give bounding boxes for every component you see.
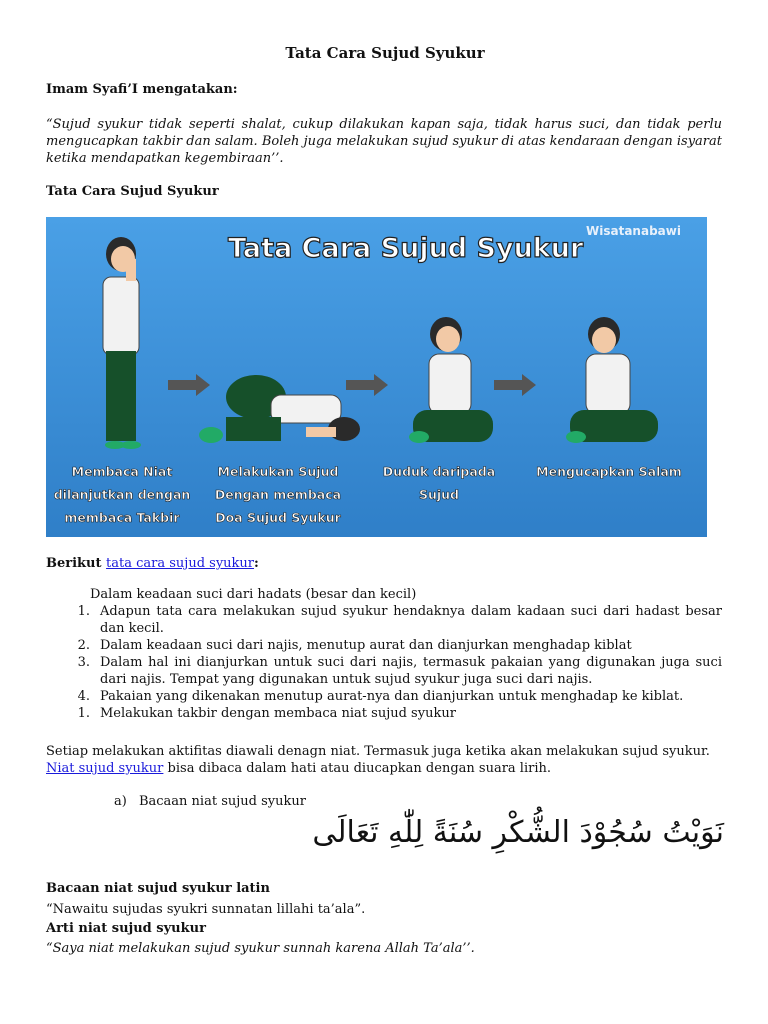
caption-3-line-1: Duduk daripada bbox=[382, 464, 496, 479]
niat-sujud-syukur-link[interactable]: Niat sujud syukur bbox=[46, 761, 164, 776]
list-intro bbox=[46, 586, 722, 603]
berikut-prefix: Berikut bbox=[46, 556, 107, 571]
berikut-suffix: : bbox=[254, 556, 259, 571]
subsection-marker: a) bbox=[114, 794, 127, 809]
list-item-number: 1. bbox=[77, 604, 90, 619]
subsection-label: Bacaan niat sujud syukur bbox=[138, 794, 306, 809]
tata-cara-link[interactable]: tata cara sujud syukur bbox=[106, 556, 255, 571]
list-item-number: 2. bbox=[77, 638, 90, 653]
banner-watermark: Wisatanabawi bbox=[586, 224, 681, 238]
steps-list bbox=[46, 586, 722, 722]
niat-paragraph-text: Setiap melakukan aktifitas diawali denagn niat. Termasuk juga ketika akan melakukan sujud syukur. bbox=[46, 744, 710, 759]
list-item bbox=[46, 637, 722, 654]
niat-paragraph bbox=[46, 743, 724, 777]
caption-2-line-1: Melakukan Sujud bbox=[217, 464, 339, 479]
quote-heading: Imam Syafi’I mengatakan: bbox=[46, 82, 238, 97]
banner-title: Tata Cara Sujud Syukur bbox=[228, 233, 584, 264]
latin-heading: Bacaan niat sujud syukur latin bbox=[46, 881, 270, 896]
caption-2-line-3: Doa Sujud Syukur bbox=[215, 510, 341, 525]
caption-4-line-1: Mengucapkan Salam bbox=[536, 464, 682, 479]
caption-1-line-3: membaca Takbir bbox=[64, 510, 180, 525]
arti-heading: Arti niat sujud syukur bbox=[46, 921, 206, 936]
list-item bbox=[46, 654, 722, 688]
caption-1-line-2: dilanjutkan dengan bbox=[53, 487, 191, 502]
list-item-text: Pakaian yang dikenakan menutup aurat-nya dan dianjurkan untuk menghadap ke kiblat. bbox=[100, 689, 684, 704]
caption-3-line-2: Sujud bbox=[418, 487, 460, 502]
list-item bbox=[46, 705, 722, 722]
niat-paragraph-suffix: bisa dibaca dalam hati atau diucapkan dengan suara lirih. bbox=[163, 761, 551, 776]
caption-1-line-1: Membaca Niat bbox=[71, 464, 173, 479]
subsection-a bbox=[114, 794, 306, 809]
quote-text: “Sujud syukur tidak seperti shalat, cukup dilakukan kapan saja, tidak harus suci, dan tidak perlu mengucapkan takbir dan salam. Boleh juga melakukan sujud syukur di atas kendaraan dengan isyarat ketika mendapatkan kegembiraan’’. bbox=[46, 117, 722, 166]
list-item-text: Melakukan takbir dengan membaca niat sujud syukur bbox=[100, 706, 456, 721]
arabic-niat-text: نَوَيْتُ سُجُوْدَ الشُّكْرِ سُنَةً لِلّٰهِ تَعَالَى bbox=[312, 815, 724, 850]
list-item bbox=[46, 603, 722, 637]
list-item-number: 3. bbox=[77, 655, 90, 670]
list-item-number: 1. bbox=[77, 706, 90, 721]
page-title: Tata Cara Sujud Syukur bbox=[285, 44, 485, 62]
latin-text: “Nawaitu sujudas syukri sunnatan lillahi ta’ala”. bbox=[46, 902, 366, 917]
list-item-text: Adapun tata cara melakukan sujud syukur hendaknya dalam kadaan suci dari hadast besar dan kecil. bbox=[100, 604, 722, 636]
list-item-text: Dalam hal ini dianjurkan untuk suci dari najis, termasuk pakaian yang digunakan juga suci dari najis. Tempat yang digunakan untuk sujud syukur juga suci dari najis. bbox=[100, 655, 722, 687]
arti-text: “Saya niat melakukan sujud syukur sunnah karena Allah Ta’ala’’. bbox=[46, 941, 475, 956]
section-heading: Tata Cara Sujud Syukur bbox=[46, 184, 219, 199]
berikut-line bbox=[46, 556, 259, 571]
list-item-number: 4. bbox=[77, 689, 90, 704]
list-item bbox=[46, 688, 722, 705]
list-item-text: Dalam keadaan suci dari najis, menutup aurat dan dianjurkan menghadap kiblat bbox=[100, 638, 632, 653]
list-intro-text: Dalam keadaan suci dari hadats (besar dan kecil) bbox=[90, 587, 417, 602]
sujud-syukur-illustration bbox=[46, 217, 707, 537]
caption-2-line-2: Dengan membaca bbox=[214, 487, 342, 502]
